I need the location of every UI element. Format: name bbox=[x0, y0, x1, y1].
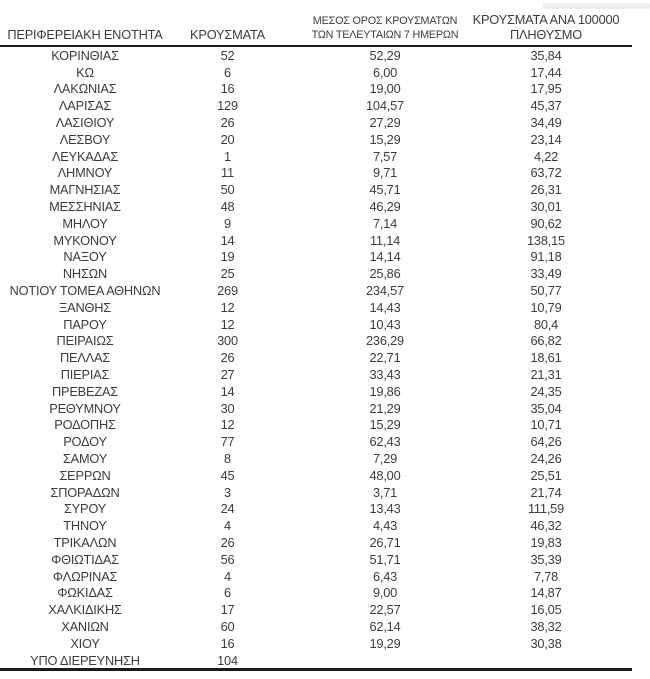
cell-avg-7day: 15,29 bbox=[369, 131, 401, 147]
cell-region: ΠΑΡΟΥ bbox=[63, 316, 107, 332]
table-row bbox=[0, 585, 632, 602]
cell-avg-7day: 51,71 bbox=[369, 551, 401, 567]
cell-per-100k: 111,59 bbox=[527, 501, 565, 517]
cell-region: ΣΕΡΡΩΝ bbox=[59, 467, 111, 483]
cell-avg-7day: 45,71 bbox=[369, 182, 401, 198]
cell-avg-7day: 7,29 bbox=[372, 451, 398, 467]
cell-per-100k: 34,49 bbox=[530, 115, 562, 131]
cell-avg-7day: 19,29 bbox=[369, 635, 401, 651]
cell-per-100k: 26,31 bbox=[530, 182, 562, 198]
table-row bbox=[0, 265, 632, 282]
cell-per-100k: 21,74 bbox=[530, 484, 562, 500]
cell-avg-7day: 14,43 bbox=[369, 299, 401, 315]
header-per-100k-line1: ΚΡΟΥΣΜΑΤΑ ΑΝΑ 100000 bbox=[472, 12, 620, 27]
cell-cases: 269 bbox=[217, 283, 238, 299]
cell-region: ΛΑΚΩΝΙΑΣ bbox=[53, 81, 117, 97]
table-row bbox=[0, 383, 632, 400]
cell-cases: 50 bbox=[220, 182, 235, 198]
cell-region: ΠΙΕΡΙΑΣ bbox=[60, 367, 110, 383]
cell-avg-7day: 4,43 bbox=[372, 518, 398, 534]
cell-per-100k: 35,04 bbox=[530, 400, 562, 416]
cell-per-100k: 16,05 bbox=[530, 602, 562, 618]
cell-region: ΤΡΙΚΑΛΩΝ bbox=[53, 535, 117, 550]
header-per-100k-line2: ΠΛΗΘΥΣΜΟ bbox=[509, 27, 583, 42]
cell-region: ΝΑΞΟΥ bbox=[63, 249, 107, 265]
table-row bbox=[0, 501, 632, 518]
cell-per-100k: 38,32 bbox=[530, 618, 562, 634]
cell-region: ΛΑΣΙΘΙΟΥ bbox=[55, 115, 115, 131]
table-body bbox=[0, 47, 632, 671]
cell-per-100k: 10,71 bbox=[530, 417, 562, 433]
cell-avg-7day: 14,14 bbox=[369, 249, 401, 265]
cell-avg-7day: 52,29 bbox=[369, 47, 401, 63]
header-cases bbox=[170, 0, 285, 45]
cell-cases: 8 bbox=[224, 451, 231, 467]
cell-avg-7day: 19,00 bbox=[369, 81, 401, 97]
cell-per-100k: 45,37 bbox=[530, 98, 562, 114]
cell-cases: 26 bbox=[220, 535, 235, 550]
cell-cases: 3 bbox=[224, 484, 231, 500]
cell-region: ΧΙΟΥ bbox=[70, 635, 100, 651]
cell-cases: 4 bbox=[224, 568, 231, 584]
cell-cases: 16 bbox=[220, 635, 235, 651]
table-row bbox=[0, 64, 632, 81]
cell-cases: 26 bbox=[220, 350, 235, 366]
cell-per-100k: 50,77 bbox=[530, 283, 562, 299]
cell-avg-7day: 26,71 bbox=[369, 535, 401, 550]
cell-avg-7day: 33,43 bbox=[369, 367, 401, 383]
cell-per-100k: 21,31 bbox=[530, 367, 562, 383]
cell-avg-7day: 21,29 bbox=[369, 400, 401, 416]
table-row bbox=[0, 181, 632, 198]
table-row bbox=[0, 198, 632, 215]
table-row bbox=[0, 215, 632, 232]
table-row bbox=[0, 484, 632, 501]
cell-cases: 104 bbox=[217, 652, 238, 668]
cell-per-100k: 33,49 bbox=[530, 266, 562, 282]
cell-cases: 20 bbox=[220, 131, 235, 147]
cell-cases: 11 bbox=[221, 165, 234, 181]
cell-cases: 25 bbox=[220, 266, 235, 282]
header-cases-label: ΚΡΟΥΣΜΑΤΑ bbox=[190, 27, 265, 42]
cell-avg-7day: 3,71 bbox=[372, 484, 398, 500]
table-row bbox=[0, 282, 632, 299]
cell-cases: 24 bbox=[220, 501, 235, 517]
cell-region: ΝΗΣΩΝ bbox=[62, 266, 108, 282]
table-row bbox=[0, 249, 632, 266]
header-avg-7day bbox=[285, 0, 485, 45]
cell-region: ΡΟΔΟΥ bbox=[63, 434, 107, 450]
cell-region: ΤΗΝΟΥ bbox=[63, 518, 107, 534]
cell-region: ΚΟΡΙΝΘΙΑΣ bbox=[51, 47, 119, 63]
header-region-label: ΠΕΡΙΦΕΡΕΙΑΚΗ ΕΝΟΤΗΤΑ bbox=[7, 27, 163, 42]
cell-per-100k: 17,95 bbox=[530, 81, 562, 97]
cell-region: ΝΟΤΙΟΥ ΤΟΜΕΑ ΑΘΗΝΩΝ bbox=[9, 283, 161, 299]
table-row bbox=[0, 316, 632, 333]
cell-region: ΡΕΘΥΜΝΟΥ bbox=[49, 400, 121, 416]
table-row bbox=[0, 433, 632, 450]
table-row bbox=[0, 568, 632, 585]
cell-avg-7day: 13,43 bbox=[369, 501, 401, 517]
cell-cases: 6 bbox=[224, 64, 231, 80]
cell-avg-7day: 46,29 bbox=[369, 199, 401, 215]
header-per-100k bbox=[472, 0, 632, 45]
cell-per-100k: 4,22 bbox=[533, 148, 559, 164]
cell-region: ΣΠΟΡΑΔΩΝ bbox=[50, 484, 120, 500]
cell-cases: 1 bbox=[224, 148, 231, 164]
table-row bbox=[0, 635, 632, 652]
cell-region: ΜΕΣΣΗΝΙΑΣ bbox=[49, 199, 121, 215]
cell-avg-7day: 236,29 bbox=[366, 333, 404, 349]
cell-per-100k: 90,62 bbox=[530, 215, 562, 231]
cell-cases: 30 bbox=[220, 400, 235, 416]
cell-region: ΞΑΝΘΗΣ bbox=[59, 299, 111, 315]
cell-region: ΚΩ bbox=[76, 64, 94, 80]
table-row bbox=[0, 47, 632, 64]
cell-region: ΣΑΜΟΥ bbox=[62, 451, 108, 467]
table-row bbox=[0, 551, 632, 568]
cell-region: ΦΛΩΡΙΝΑΣ bbox=[52, 568, 118, 584]
cell-avg-7day: 104,57 bbox=[366, 98, 404, 114]
cell-avg-7day: 6,00 bbox=[372, 64, 398, 80]
table-row bbox=[0, 652, 632, 669]
cell-cases: 12 bbox=[220, 316, 235, 332]
cell-avg-7day: 6,43 bbox=[372, 568, 398, 584]
cell-cases: 6 bbox=[224, 585, 231, 601]
table-row bbox=[0, 618, 632, 635]
cell-per-100k: 80,4 bbox=[533, 316, 559, 332]
cell-cases: 12 bbox=[220, 299, 235, 315]
table-row bbox=[0, 299, 632, 316]
table-row bbox=[0, 232, 632, 249]
cell-region: ΜΗΛΟΥ bbox=[62, 215, 108, 231]
table-row bbox=[0, 417, 632, 434]
cell-per-100k: 30,01 bbox=[530, 199, 562, 215]
cell-avg-7day: 62,14 bbox=[369, 618, 401, 634]
table-row bbox=[0, 601, 632, 618]
cell-cases: 9 bbox=[224, 215, 231, 231]
cell-region: ΧΑΛΚΙΔΙΚΗΣ bbox=[48, 602, 122, 618]
cell-region: ΛΑΡΙΣΑΣ bbox=[58, 98, 112, 114]
cell-cases: 14 bbox=[220, 383, 235, 399]
table-row bbox=[0, 400, 632, 417]
cell-region: ΣΥΡΟΥ bbox=[63, 501, 107, 517]
cell-per-100k: 30,38 bbox=[530, 635, 562, 651]
cell-per-100k: 64,26 bbox=[530, 434, 562, 450]
cell-avg-7day: 7,57 bbox=[372, 148, 398, 164]
cell-per-100k: 66,82 bbox=[530, 333, 562, 349]
cell-avg-7day bbox=[285, 652, 485, 669]
cell-per-100k: 23,14 bbox=[530, 131, 562, 147]
cell-region: ΡΟΔΟΠΗΣ bbox=[54, 417, 116, 433]
cell-avg-7day: 19,86 bbox=[369, 383, 401, 399]
cell-per-100k: 46,32 bbox=[530, 518, 562, 534]
table-row bbox=[0, 114, 632, 131]
cell-avg-7day: 62,43 bbox=[369, 434, 401, 450]
cell-cases: 300 bbox=[217, 333, 238, 349]
cell-avg-7day: 25,86 bbox=[369, 266, 401, 282]
cell-cases: 48 bbox=[220, 199, 235, 215]
table-row bbox=[0, 81, 632, 98]
cell-cases: 4 bbox=[224, 518, 231, 534]
cell-per-100k: 138,15 bbox=[527, 232, 565, 248]
cell-cases: 56 bbox=[220, 551, 235, 567]
cell-region: ΠΕΛΛΑΣ bbox=[59, 350, 111, 366]
cell-cases: 19 bbox=[220, 249, 235, 265]
table-row bbox=[0, 333, 632, 350]
table-row bbox=[0, 517, 632, 534]
cell-avg-7day: 15,29 bbox=[369, 417, 401, 433]
table-row bbox=[0, 534, 632, 551]
cell-region: ΜΑΓΝΗΣΙΑΣ bbox=[49, 182, 121, 198]
cell-region: ΜΥΚΟΝΟΥ bbox=[53, 232, 117, 248]
cell-per-100k: 7,78 bbox=[533, 568, 559, 584]
cell-cases: 16 bbox=[220, 81, 235, 97]
cell-avg-7day: 11,14 bbox=[369, 232, 401, 248]
table-row bbox=[0, 97, 632, 114]
cell-region: ΦΩΚΙΔΑΣ bbox=[57, 585, 113, 601]
cell-avg-7day: 7,14 bbox=[372, 215, 398, 231]
cell-cases: 17 bbox=[220, 602, 235, 618]
cell-per-100k: 10,79 bbox=[530, 299, 562, 315]
cell-cases: 27 bbox=[220, 367, 235, 383]
cell-avg-7day: 22,57 bbox=[369, 602, 401, 618]
cell-per-100k: 24,35 bbox=[530, 383, 562, 399]
cell-per-100k: 19,83 bbox=[530, 535, 562, 550]
table-row bbox=[0, 366, 632, 383]
cell-cases: 45 bbox=[220, 467, 235, 483]
cell-per-100k: 35,84 bbox=[530, 47, 562, 63]
cell-avg-7day: 22,71 bbox=[369, 350, 401, 366]
cell-cases: 60 bbox=[220, 618, 235, 634]
cell-cases: 129 bbox=[217, 98, 238, 114]
cell-per-100k: 91,18 bbox=[530, 249, 562, 265]
cell-avg-7day: 234,57 bbox=[366, 283, 404, 299]
cell-region: ΠΕΙΡΑΙΩΣ bbox=[56, 333, 114, 349]
cell-region: ΦΘΙΩΤΙΔΑΣ bbox=[51, 551, 119, 567]
cell-per-100k: 25,51 bbox=[530, 467, 562, 483]
cell-region: ΥΠΟ ΔΙΕΡΕΥΝΗΣΗ bbox=[30, 652, 140, 668]
cell-region: ΛΗΜΝΟΥ bbox=[57, 165, 113, 181]
cell-cases: 14 bbox=[220, 232, 235, 248]
cell-cases: 77 bbox=[220, 434, 235, 450]
cell-per-100k: 14,87 bbox=[530, 585, 562, 601]
table-row bbox=[0, 131, 632, 148]
cell-avg-7day: 27,29 bbox=[369, 115, 401, 131]
cell-cases: 26 bbox=[220, 115, 235, 131]
header-region bbox=[0, 0, 170, 45]
cell-cases: 12 bbox=[220, 417, 235, 433]
cell-per-100k: 63,72 bbox=[530, 165, 562, 181]
header-avg-7day-line1: ΜΕΣΟΣ ΟΡΟΣ ΚΡΟΥΣΜΑΤΩΝ bbox=[312, 15, 458, 27]
cell-region: ΠΡΕΒΕΖΑΣ bbox=[51, 383, 119, 399]
table-row bbox=[0, 165, 632, 182]
table-header-row bbox=[0, 0, 632, 47]
cell-region: ΧΑΝΙΩΝ bbox=[61, 618, 109, 634]
cell-avg-7day: 9,00 bbox=[372, 585, 398, 601]
table-row bbox=[0, 148, 632, 165]
cell-per-100k: 17,44 bbox=[530, 64, 562, 80]
table-row bbox=[0, 467, 632, 484]
table-row bbox=[0, 450, 632, 467]
table-row bbox=[0, 349, 632, 366]
cell-avg-7day: 48,00 bbox=[369, 467, 401, 483]
cell-per-100k: 24,26 bbox=[530, 451, 562, 467]
cell-avg-7day: 9,71 bbox=[372, 165, 398, 181]
cell-cases: 52 bbox=[220, 47, 235, 63]
cell-per-100k: 35,39 bbox=[530, 551, 562, 567]
cell-avg-7day: 10,43 bbox=[369, 316, 401, 332]
cell-per-100k bbox=[485, 652, 632, 669]
header-avg-7day-line2: ΤΩΝ ΤΕΛΕΥΤΑΙΩΝ 7 ΗΜΕΡΩΝ bbox=[311, 28, 459, 41]
cell-region: ΛΕΣΒΟΥ bbox=[59, 131, 111, 147]
cell-per-100k: 18,61 bbox=[530, 350, 562, 366]
cell-region: ΛΕΥΚΑΔΑΣ bbox=[51, 148, 119, 164]
